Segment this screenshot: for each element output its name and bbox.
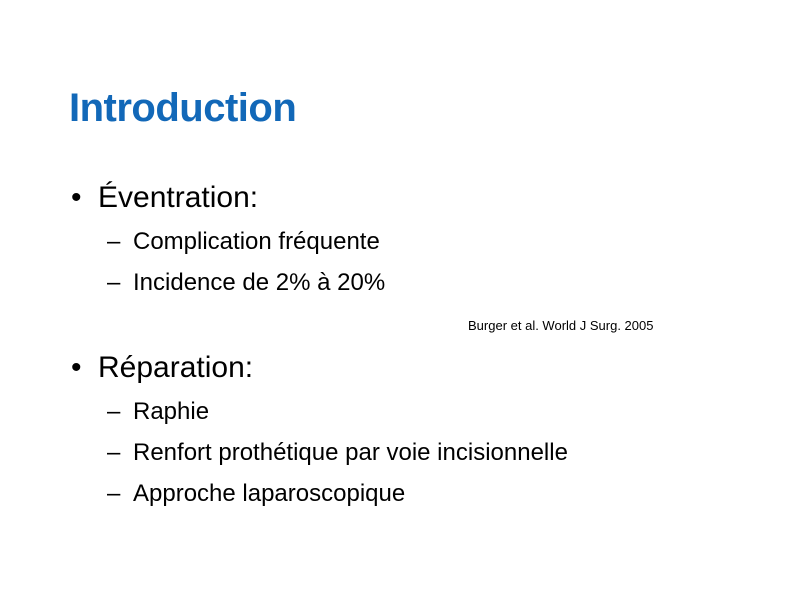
bullet-heading: Réparation: (98, 351, 254, 384)
bullet-marker: • (71, 181, 82, 214)
sub-item (107, 268, 385, 298)
sub-item-label: Renfort prothétique par voie incisionnelle (133, 439, 568, 466)
sub-item (107, 438, 568, 468)
sub-item-label: Incidence de 2% à 20% (133, 269, 386, 296)
slide-title: Introduction (69, 86, 297, 130)
sub-item (107, 479, 405, 509)
sub-item (107, 227, 380, 257)
citation: Burger et al. World J Surg. 2005 (468, 318, 654, 333)
sub-item-label: Raphie (133, 398, 210, 425)
dash-marker: – (107, 398, 121, 425)
dash-marker: – (107, 439, 121, 466)
bullet-eventration (71, 180, 258, 216)
bullet-reparation (71, 350, 253, 386)
dash-marker: – (107, 269, 121, 296)
bullet-heading: Éventration: (98, 181, 259, 214)
dash-marker: – (107, 228, 121, 255)
bullet-marker: • (71, 351, 82, 384)
sub-item (107, 397, 209, 427)
sub-item-label: Approche laparoscopique (133, 480, 406, 507)
dash-marker: – (107, 480, 121, 507)
sub-item-label: Complication fréquente (133, 228, 380, 255)
